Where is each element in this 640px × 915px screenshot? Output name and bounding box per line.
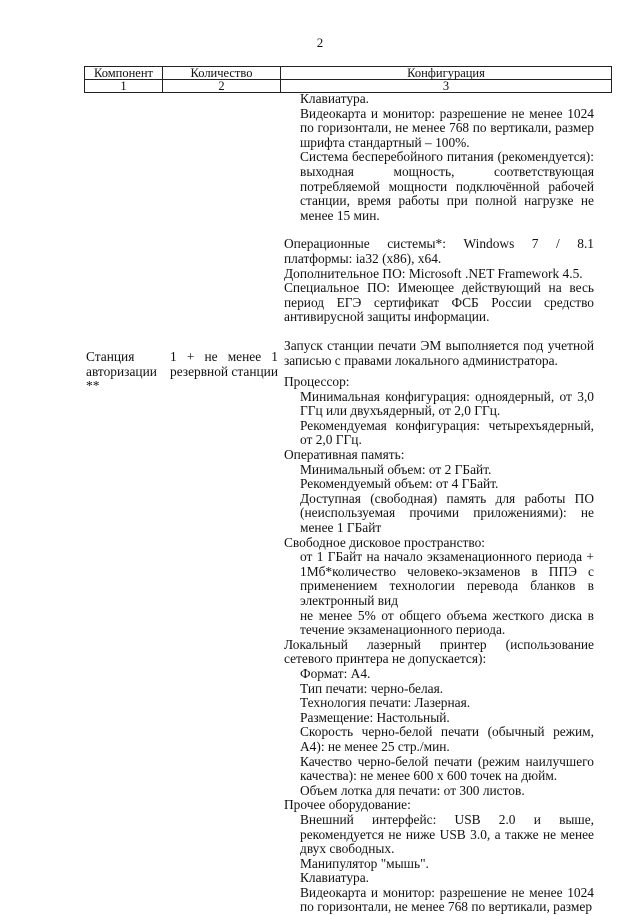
- config-line: Рекомендуемый объем: от 4 ГБайт.: [300, 476, 499, 492]
- header-quantity: Количество: [162, 67, 280, 79]
- config-line: Формат: А4.: [300, 665, 371, 681]
- config-line: Система бесперебойного питания (рекомендуется): выходная мощность, соответствующая потребляемой мощности подключённой рабочей станции, время работы при полной нагрузке не менее 15 мин.: [300, 149, 594, 223]
- config-line: Прочее оборудование:: [284, 797, 411, 813]
- config-line: Тип печати: черно-белая.: [300, 680, 444, 696]
- blank-line: [284, 223, 594, 237]
- header-configuration: Конфигурация: [280, 67, 612, 79]
- header-component: Компонент: [84, 67, 162, 79]
- config-line: Клавиатура.: [300, 91, 369, 106]
- config-line: Специальное ПО: Имеющее действующий на весь период ЕГЭ сертификат ФСБ России средство антивирусной защиты информации.: [284, 280, 594, 325]
- config-line: Локальный лазерный принтер (использование сетевого принтера не допускается):: [284, 636, 594, 667]
- config-line: Доступная (свободная) память для работы ПО (неиспользуемая прочими приложениями): не менее 1 ГБайт: [300, 490, 594, 536]
- config-line: Оперативная память:: [284, 447, 405, 463]
- config-line: от 1 ГБайт на начало экзаменационного периода + 1Мб*количество человеко-экзаменов в ППЭ с применением технологии перевода бланков в электронный вид: [300, 549, 594, 608]
- config-line: Манипулятор "мышь".: [300, 855, 429, 871]
- config-section-print-station: [284, 92, 594, 368]
- config-line: Качество черно-белой печати (режим наилучшего качества): не менее 600 x 600 точек на дюйм.: [300, 753, 594, 784]
- config-line: Технология печати: Лазерная.: [300, 695, 471, 711]
- config-line: Объем лотка для печати: от 300 листов.: [300, 782, 525, 798]
- config-line: Видеокарта и монитор: разрешение не менее 1024 по горизонтали, не менее 768 по вертикали, размер: [300, 884, 594, 915]
- config-line: Скорость черно-белой печати (обычный режим, А4): не менее 25 стр./мин.: [300, 724, 594, 754]
- config-line: Запуск станции печати ЭМ выполняется под учетной записью с правами локального администратора.: [284, 337, 594, 368]
- config-line: Внешний интерфейс: USB 2.0 и выше, рекомендуется не ниже USB 3.0, а также не менее двух свободных.: [300, 811, 594, 857]
- config-line: Свободное дисковое пространство:: [284, 534, 486, 550]
- config-line: Видеокарта и монитор: разрешение не менее 1024 по горизонтали, не менее 768 по вертикали, размер шрифта стандартный – 100%.: [300, 105, 594, 150]
- header-num-1: 1: [84, 80, 162, 92]
- page-number: 2: [316, 35, 324, 50]
- config-line: Дополнительное ПО: Microsoft .NET Framework 4.5.: [284, 265, 583, 281]
- config-line: Процессор:: [284, 374, 350, 390]
- table-header: [84, 66, 612, 93]
- config-line: Рекомендуемая конфигурация: четырехъядерный, от 2,0 ГГц.: [300, 417, 594, 448]
- config-section-auth-station: [284, 375, 594, 915]
- quantity-cell: 1 + не менее 1 резервной станции: [170, 349, 278, 379]
- header-row-titles: [84, 66, 612, 79]
- config-line: Минимальная конфигурация: одноядерный, от 3,0 ГГц или двухъядерный, от 2,0 ГГц.: [300, 388, 594, 419]
- configuration-column: [284, 92, 594, 915]
- config-line: Операционные системы*: Windows 7 / 8.1 платформы: ia32 (x86), x64.: [284, 236, 594, 266]
- blank-line: [284, 325, 594, 339]
- config-line: Клавиатура.: [300, 870, 369, 886]
- header-num-3: 3: [280, 80, 612, 92]
- config-line: Минимальный объем: от 2 ГБайт.: [300, 461, 492, 477]
- component-cell: Станция авторизации **: [86, 349, 157, 394]
- config-line: Размещение: Настольный.: [300, 709, 450, 725]
- header-num-2: 2: [162, 80, 280, 92]
- config-line: не менее 5% от общего объема жесткого диска в течение экзаменационного периода.: [300, 607, 594, 638]
